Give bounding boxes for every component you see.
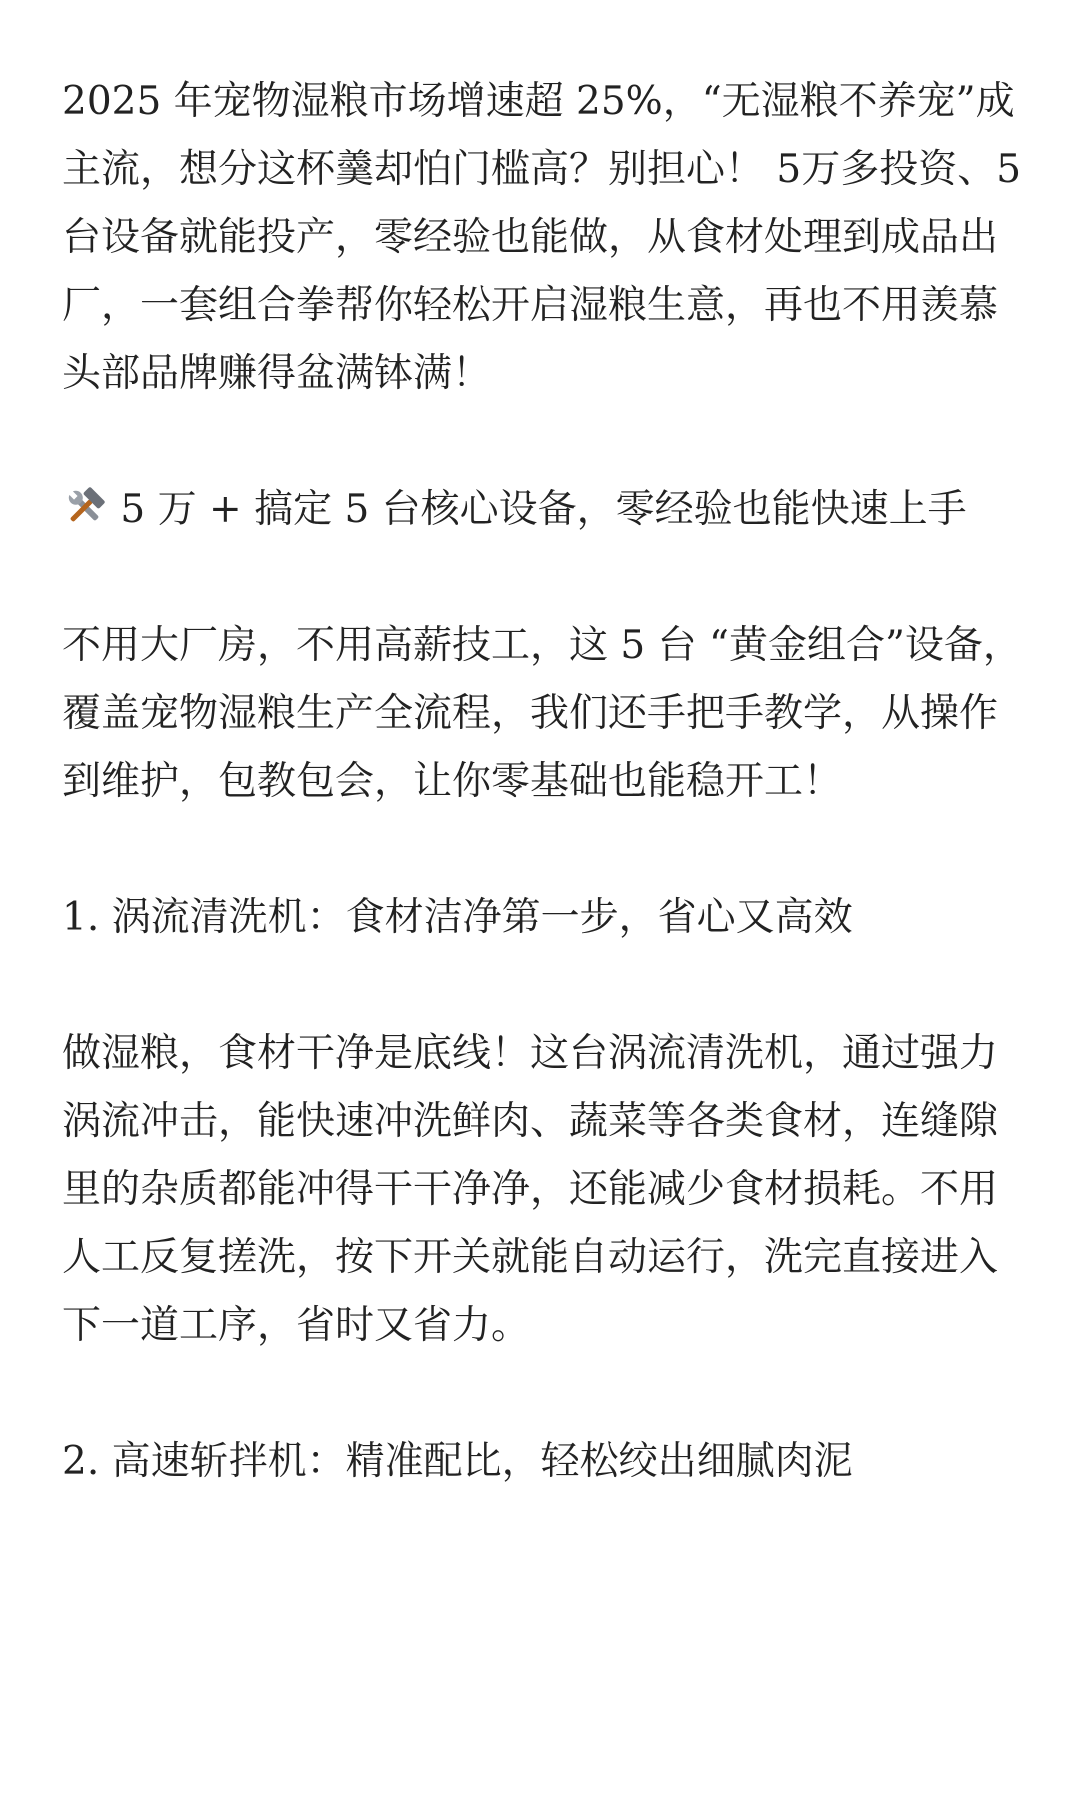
item2-heading: 2. 高速斩拌机：精准配比，轻松绞出细腻肉泥 [62,1439,853,1484]
paragraph-gap [62,816,1022,884]
paragraph-gap [62,952,1022,1020]
article-body [62,68,1034,1496]
hammer-and-wrench-icon [62,482,108,524]
section-heading [62,476,1022,544]
item1-heading: 1. 涡流清洗机：食材洁净第一步，省心又高效 [62,895,853,940]
paragraph-gap [62,544,1022,612]
paragraph-gap [62,408,1022,476]
section-heading-text: 5 万 + 搞定 5 台核心设备，零经验也能快速上手 [108,487,967,532]
section-body-paragraph: 不用大厂房，不用高薪技工，这 5 台 “黄金组合”设备，覆盖宠物湿粮生产全流程，我们还手把手教学，从操作到维护，包教包会，让你零基础也能稳开工！ [62,623,1022,804]
item1-body-paragraph: 做湿粮，食材干净是底线！这台涡流清洗机，通过强力涡流冲击，能快速冲洗鲜肉、蔬菜等各类食材，连缝隙里的杂质都能冲得干干净净，还能减少食材损耗。不用人工反复搓洗，按下开关就能自动运行，洗完直接进入下一道工序，省时又省力。 [62,1031,999,1348]
intro-paragraph: 2025 年宠物湿粮市场增速超 25%，“无湿粮不养宠”成主流，想分这杯羹却怕门槛高？别担心！ 5万多投资、5 台设备就能投产，零经验也能做，从食材处理到成品出厂，一套组合拳帮你轻松开启湿粮生意，再也不用羡慕头部品牌赚得盆满钵满！ [62,79,1034,396]
paragraph-gap [62,1360,1022,1428]
